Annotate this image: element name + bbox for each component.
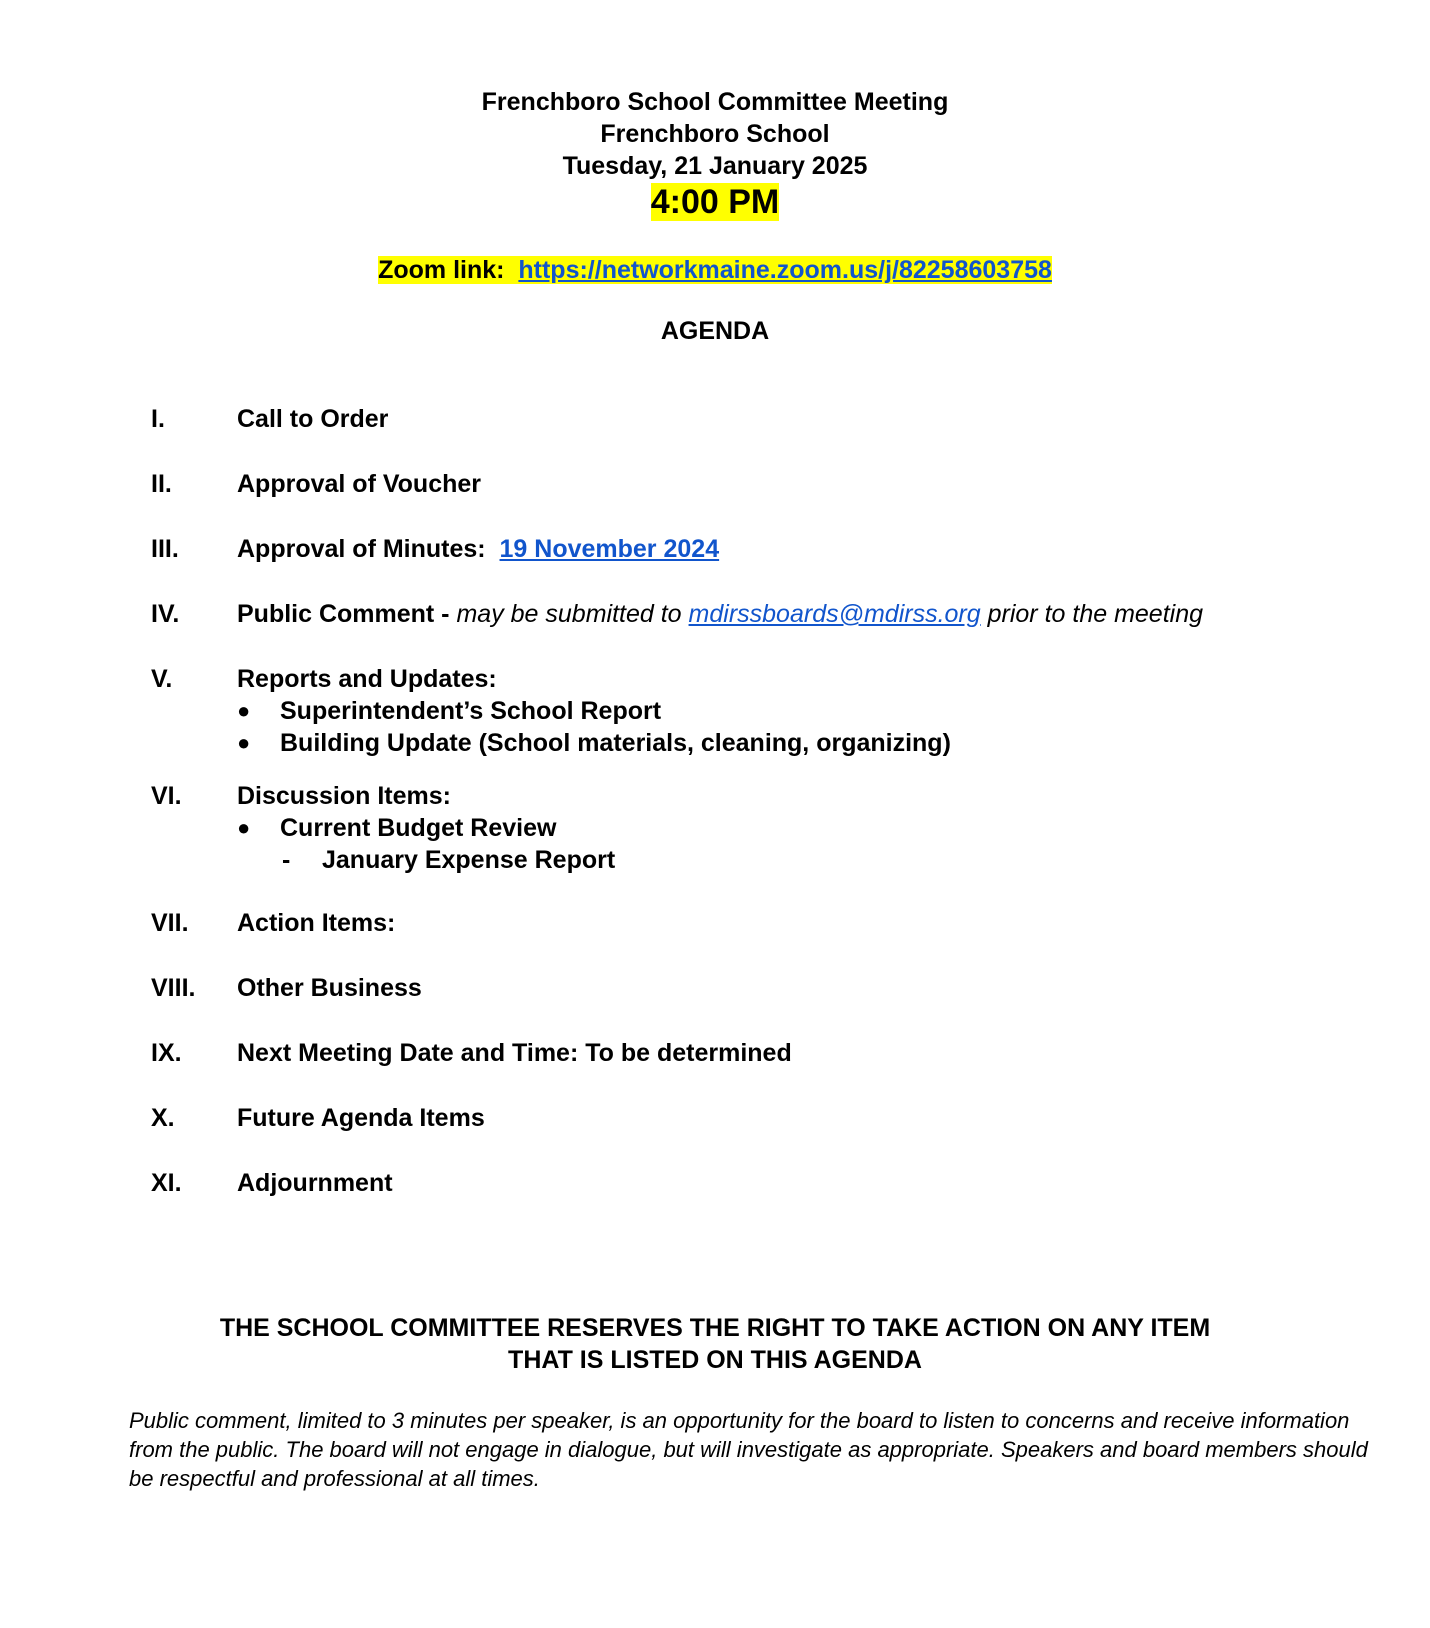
list-item: Superintendent’s School Report	[280, 697, 662, 725]
agenda-text: Reports and Updates:	[237, 665, 497, 693]
zoom-highlight	[378, 256, 1052, 284]
agenda-text: Public Comment -	[237, 600, 450, 628]
agenda-text: Approval of Voucher	[237, 470, 482, 498]
zoom-link[interactable]: https://networkmaine.zoom.us/j/82258603758	[518, 256, 1052, 284]
meeting-time-line	[0, 182, 1430, 222]
agenda-numeral: VII.	[151, 909, 189, 937]
agenda-numeral: II.	[151, 470, 172, 498]
zoom-line	[0, 254, 1430, 286]
agenda-numeral: XI.	[151, 1169, 182, 1197]
agenda-item-5	[0, 662, 1430, 696]
meeting-title: Frenchboro School Committee Meeting	[481, 88, 949, 116]
agenda-item-9	[0, 1036, 1430, 1070]
agenda-text: Discussion Items:	[237, 782, 451, 810]
agenda-text: Future Agenda Items	[237, 1104, 485, 1132]
sub-list-item: January Expense Report	[322, 846, 616, 874]
agenda-numeral: X.	[151, 1104, 175, 1132]
agenda-numeral: IV.	[151, 600, 180, 628]
agenda-item-10	[0, 1101, 1430, 1135]
agenda-text: Adjournment	[237, 1169, 393, 1197]
meeting-time: 4:00 PM	[650, 183, 780, 221]
agenda-numeral: III.	[151, 535, 179, 563]
list-item: Building Update (School materials, cleaning, organizing)	[280, 729, 951, 757]
notice-line-1: THE SCHOOL COMMITTEE RESERVES THE RIGHT TO TAKE ACTION ON ANY ITEM	[219, 1314, 1211, 1342]
dash-icon: -	[282, 846, 291, 874]
agenda-item-7	[0, 906, 1430, 940]
bullet-icon: ●	[237, 815, 251, 840]
zoom-label: Zoom link:	[378, 256, 505, 284]
agenda-numeral: I.	[151, 405, 165, 433]
agenda-numeral: V.	[151, 665, 173, 693]
list-item: Current Budget Review	[280, 814, 557, 842]
agenda-item-8	[0, 971, 1430, 1005]
agenda-numeral: VI.	[151, 782, 182, 810]
meeting-date: Tuesday, 21 January 2025	[562, 152, 868, 180]
bullet-icon: ●	[237, 698, 251, 723]
minutes-link[interactable]: 19 November 2024	[499, 535, 720, 563]
agenda-text: Other Business	[237, 974, 422, 1002]
notice-line-2: THAT IS LISTED ON THIS AGENDA	[508, 1346, 922, 1374]
agenda-item-1	[0, 402, 1430, 436]
agenda-item-3	[0, 532, 1430, 566]
agenda-item-11	[0, 1166, 1430, 1200]
agenda-text: Action Items:	[237, 909, 396, 937]
bullet-icon: ●	[237, 730, 251, 755]
agenda-heading: AGENDA	[660, 317, 770, 345]
public-comment-note-after: prior to the meeting	[987, 600, 1204, 628]
agenda-text-wrap	[237, 532, 719, 566]
agenda-text: Next Meeting Date and Time: To be determined	[237, 1039, 792, 1067]
agenda-text: Approval of Minutes:	[237, 535, 486, 563]
email-link[interactable]: mdirssboards@mdirss.org	[688, 600, 981, 628]
agenda-numeral: VIII.	[151, 974, 196, 1002]
agenda-item-4	[0, 597, 1430, 631]
agenda-item-2	[0, 467, 1430, 501]
public-comment-footnote: Public comment, limited to 3 minutes per speaker, is an opportunity for the board to listen to concerns and receive information from the public. The board will not engage in dialogue, but will investigate as appropriate. Speakers and board members should be respectful and professional at all times.	[129, 1408, 1368, 1491]
agenda-text-wrap	[237, 597, 1203, 631]
public-comment-note-before: may be submitted to	[456, 600, 682, 628]
agenda-item-6	[0, 779, 1430, 813]
agenda-text: Call to Order	[237, 405, 389, 433]
meeting-location: Frenchboro School	[600, 120, 830, 148]
agenda-numeral: IX.	[151, 1039, 182, 1067]
